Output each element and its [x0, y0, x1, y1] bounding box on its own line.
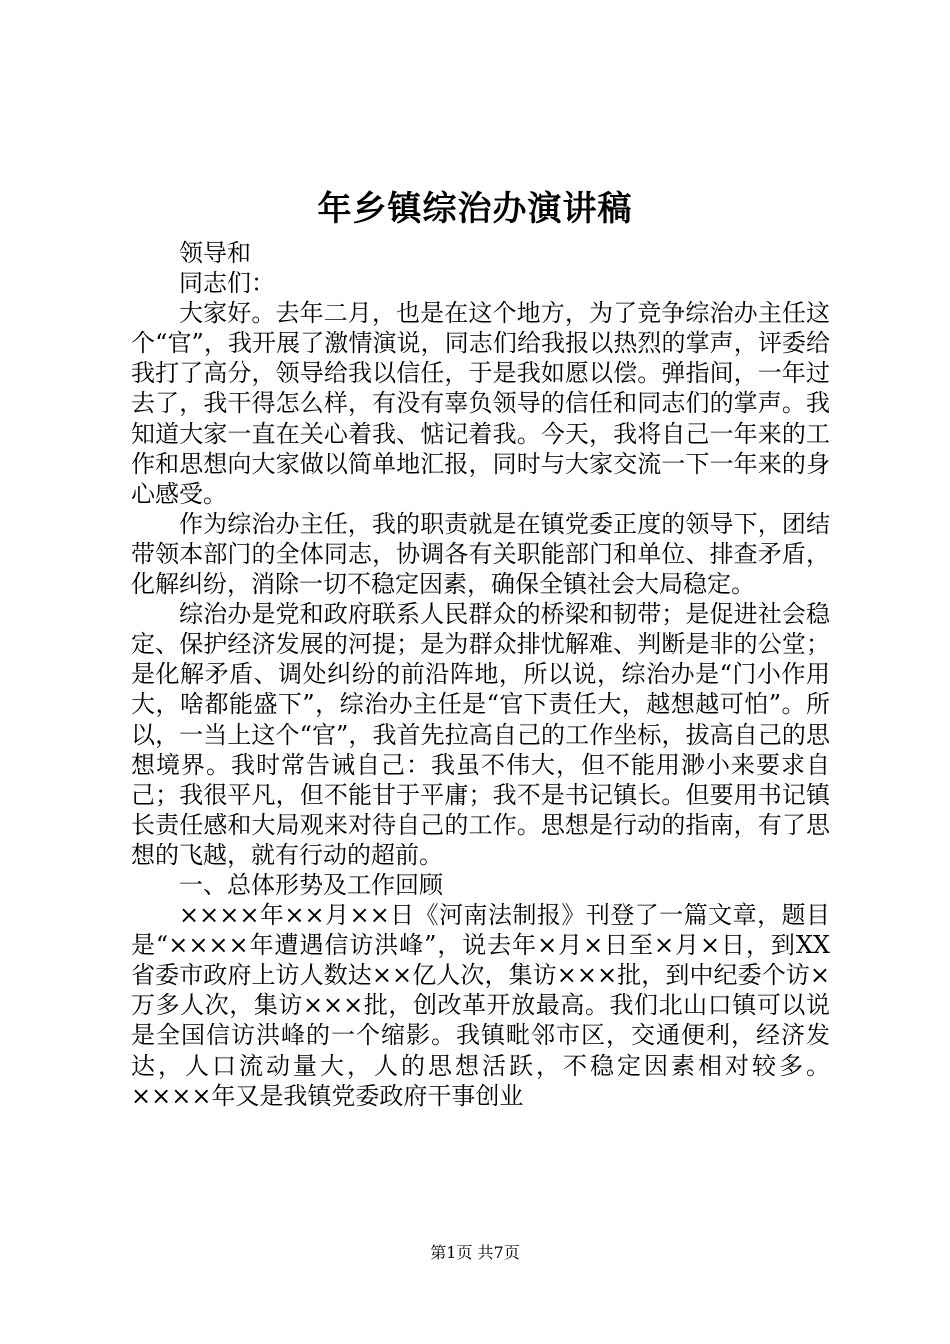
section-heading: 一、总体形势及工作回顾 — [179, 870, 443, 899]
paragraph-opening: 大家好。去年二月，也是在这个地方，为了竞争综治办主任这个“官”，我开展了激情演说，同志们给我报以热烈的掌声，评委给我打了高分，领导给我以信任，于是我如愿以偿。弹指间，一年过去了，我干得怎么样，有没有辜负领导的信任和同志们的掌声。我知道大家一直在关心着我、惦记着我。今天，我将自己一年来的工作和思想向大家做以简单地汇报，同时与大家交流一下一年来的身心感受。 — [131, 299, 830, 508]
document-body — [131, 238, 830, 1111]
document-title: 年乡镇综治办演讲稿 — [317, 189, 633, 229]
page-footer: 第1页 共7页 — [430, 1243, 520, 1262]
paragraph-role: 综治办是党和政府联系人民群众的桥梁和韧带；是促进社会稳定、保护经济发展的河提；是为群众排忧解难、判断是非的公堂；是化解矛盾、调处纠纷的前沿阵地，所以说，综治办是“门小作用大，啥都能盛下”，综治办主任是“官下责任大，越想越可怕”。所以，一当上这个“官”，我首先拉高自己的工作坐标，拔高自己的思想境界。我时常告诫自己：我虽不伟大，但不能用渺小来要求自己；我很平凡，但不能甘于平庸；我不是书记镇长。但要用书记镇长责任感和大局观来对待自己的工作。思想是行动的指南，有了思想的飞越，就有行动的超前。 — [131, 600, 830, 869]
paragraph-section-1: ××××年××月××日《河南法制报》刊登了一篇文章，题目是“××××年遭遇信访洪峰”，说去年×月×日至×月×日，到XX省委市政府上访人数达××亿人次，集访×××批，到中纪委个访×万多人次，集访×××批，创改革开放最高。我们北山口镇可以说是全国信访洪峰的一个缩影。我镇毗邻市区，交通便利，经济发达，人口流动量大，人的思想活跃，不稳定因素相对较多。××××年又是我镇党委政府干事创业 — [131, 901, 830, 1110]
salutation-line-1: 领导和 — [179, 239, 251, 267]
salutation-line-2: 同志们： — [179, 269, 275, 298]
paragraph-duties: 作为综治办主任，我的职责就是在镇党委正度的领导下，团结带领本部门的全体同志，协调各有关职能部门和单位、排查矛盾，化解纠纷，消除一切不稳定因素，确保全镇社会大局稳定。 — [131, 509, 830, 599]
